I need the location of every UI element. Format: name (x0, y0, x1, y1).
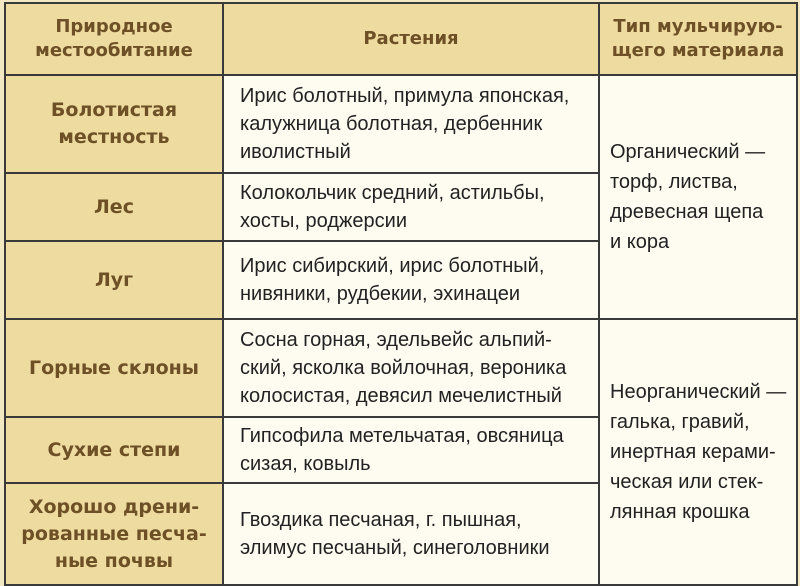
habitat-cell: Горные склоны (5, 319, 223, 417)
plants-cell: Ирис сибирский, ирис болотный, нивяники, рудбекии, эхинацеи (223, 241, 599, 319)
plants-cell: Гипсофила метельчатая, овсяница сизая, ковыль (223, 417, 599, 483)
table-row (5, 319, 797, 417)
mulch-cell-inorganic: Неорганический — галька, гравий, инертная керами- ческая или стек- лянная крошка (599, 319, 797, 585)
header-row (5, 3, 797, 75)
plants-cell: Колокольчик средний, астильбы, хосты, роджерсии (223, 173, 599, 241)
header-mulch: Тип мульчирую- щего материала (599, 3, 797, 75)
plants-cell: Сосна горная, эдельвейс альпий- ский, ясколка войлочная, вероника колосистая, девясил мечелистный (223, 319, 599, 417)
habitat-plants-mulch-table (4, 2, 798, 586)
habitat-cell: Болотистая местность (5, 75, 223, 173)
plants-cell: Гвоздика песчаная, г. пышная, элимус песчаный, синеголовники (223, 483, 599, 585)
habitat-cell: Луг (5, 241, 223, 319)
habitat-cell: Лес (5, 173, 223, 241)
header-plants: Растения (223, 3, 599, 75)
plants-cell: Ирис болотный, примула японская, калужница болотная, дербенник иволистный (223, 75, 599, 173)
habitat-cell: Хорошо дрени- рованные песча- ные почвы (5, 483, 223, 585)
table-row (5, 75, 797, 173)
mulch-cell-organic: Органический — торф, листва, древесная щепа и кора (599, 75, 797, 319)
habitat-cell: Сухие степи (5, 417, 223, 483)
header-habitat: Природное местообитание (5, 3, 223, 75)
